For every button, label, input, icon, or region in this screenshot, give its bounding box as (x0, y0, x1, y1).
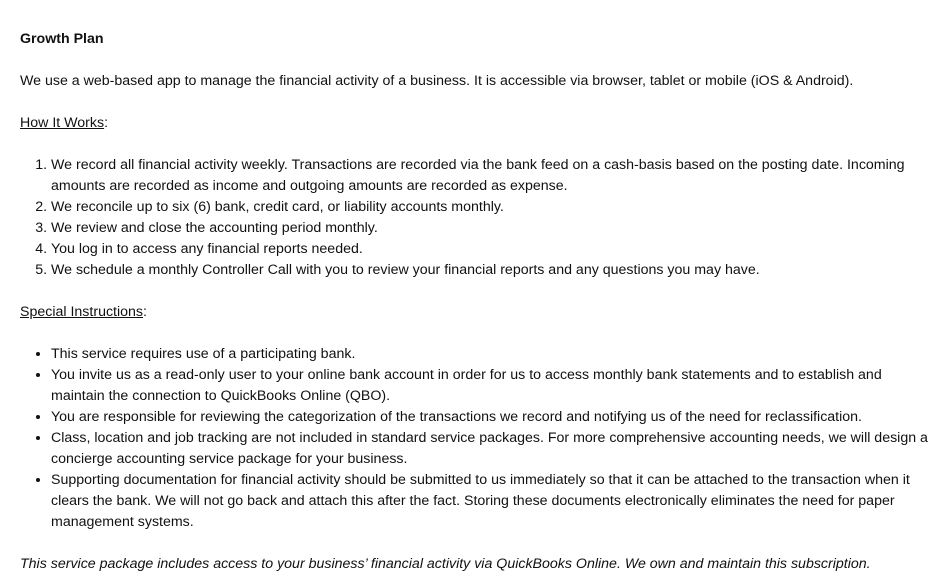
list-item: 2. We reconcile up to six (6) bank, credit card, or liability accounts monthly. (51, 197, 946, 218)
special-instructions-heading-suffix: : (143, 304, 147, 320)
document-title: Growth Plan (20, 31, 104, 47)
list-item: • Class, location and job tracking are not included in standard service packages. For more comprehensive accounting needs, we will design a concierge accounting service package for your business. (51, 428, 946, 470)
list-item: • You are responsible for reviewing the categorization of the transactions we record and notifying us of the need for reclassification. (51, 407, 946, 428)
special-instructions-heading-text: Special Instructions (20, 304, 144, 320)
list-item: 5. We schedule a monthly Controller Call with you to review your financial reports and any questions you may have. (51, 260, 946, 281)
list-item: • You invite us as a read-only user to your online bank account in order for us to access monthly bank statements and to establish and maintain the connection to QuickBooks Online (QBO). (51, 365, 946, 407)
special-instructions-heading (20, 302, 946, 323)
how-it-works-list (20, 155, 946, 281)
intro-paragraph: We use a web-based app to manage the financial activity of a business. It is accessible via browser, tablet or mobile (iOS & Android). (20, 73, 854, 89)
how-it-works-heading-suffix: : (104, 115, 109, 131)
how-it-works-heading (20, 113, 946, 134)
list-item: 4. You log in to access any financial reports needed. (51, 239, 946, 260)
how-it-works-heading-text: How It Works (20, 115, 105, 131)
list-item: • Supporting documentation for financial activity should be submitted to us immediately so that it can be attached to the transaction when it clears the bank. We will not go back and attach this after the fact. Storing these documents electronically eliminates the need for paper management systems. (51, 470, 946, 533)
footer-note: This service package includes access to your business’ financial activity via QuickBooks Online. We own and maintain this subscription. (20, 556, 871, 572)
list-item: • This service requires use of a participating bank. (51, 344, 946, 365)
special-instructions-list (20, 344, 946, 533)
list-item: 1. We record all financial activity weekly. Transactions are recorded via the bank feed on a cash-basis based on the posting date. Incoming amounts are recorded as income and outgoing amounts are recorded as expense. (51, 155, 946, 197)
list-item: 3. We review and close the accounting period monthly. (51, 218, 946, 239)
